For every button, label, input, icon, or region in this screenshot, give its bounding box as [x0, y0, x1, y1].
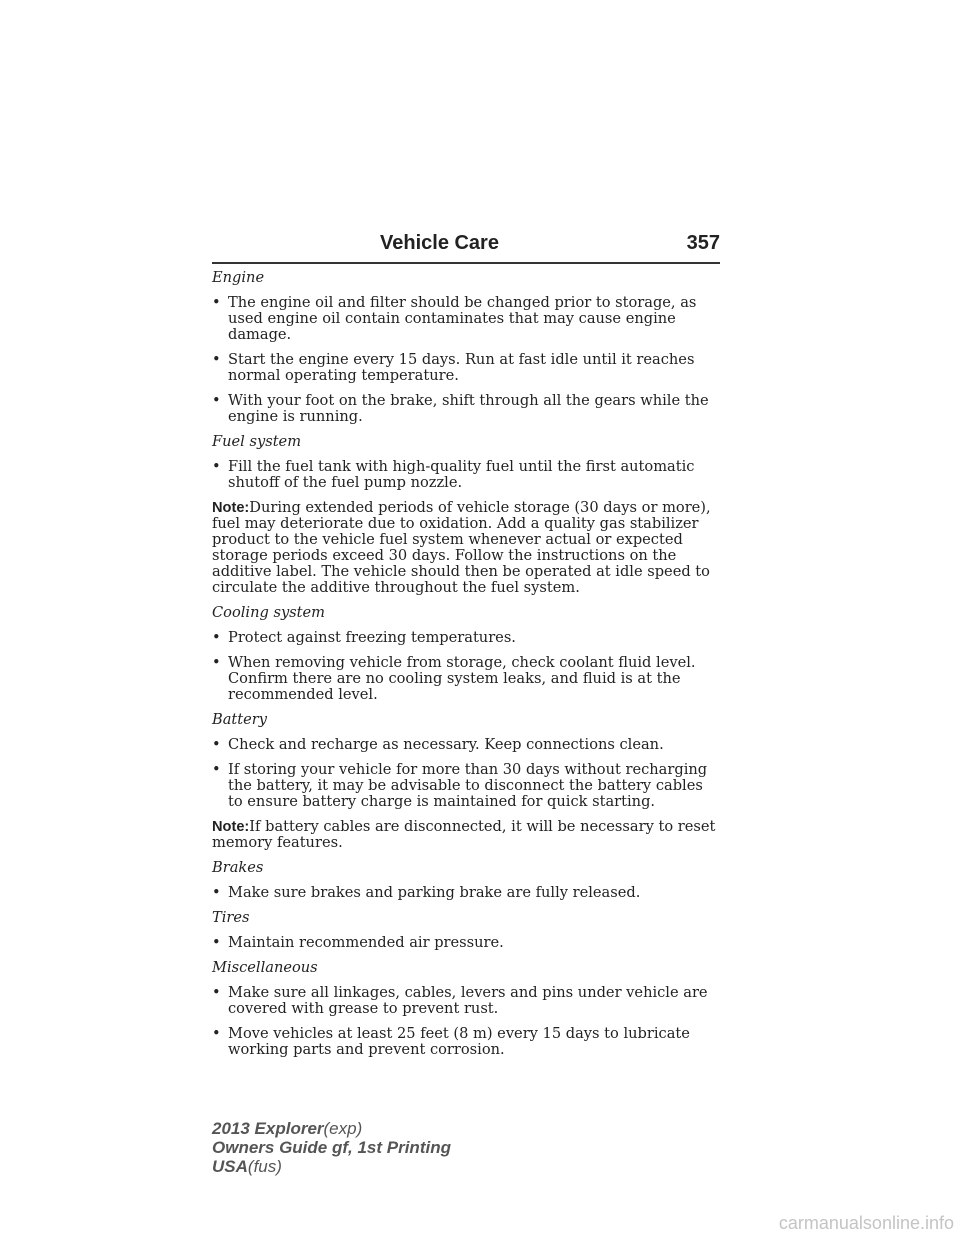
- list-item: • Fill the fuel tank with high-quality fuel until the first automatic shutoff of the fuel pump nozzle.: [212, 458, 695, 491]
- bullet-icon: •: [212, 294, 221, 311]
- brakes-heading: Brakes: [212, 859, 264, 876]
- page-number: 357: [686, 232, 720, 254]
- list-item: • Make sure all linkages, cables, levers and pins under vehicle are covered with grease to prevent rust.: [212, 984, 708, 1017]
- publication-footer: [212, 1119, 451, 1176]
- bullet-icon: •: [212, 736, 221, 753]
- cooling-heading: Cooling system: [212, 604, 326, 621]
- list-item: • If storing your vehicle for more than 30 days without recharging the battery, it may be advisable to disconnect the battery cables to ensure battery charge is maintained for quick starting.: [212, 761, 708, 810]
- note-text: If battery cables are disconnected, it will be necessary to reset memory features.: [212, 818, 716, 851]
- list-item: • Make sure brakes and parking brake are fully released.: [212, 884, 641, 901]
- list-item: • Move vehicles at least 25 feet (8 m) every 15 days to lubricate working parts and prevent corrosion.: [212, 1025, 690, 1058]
- list-item: • When removing vehicle from storage, check coolant fluid level. Confirm there are no cooling system leaks, and fluid is at the recommended level.: [212, 654, 696, 703]
- watermark: carmanualsonline.info: [778, 1213, 954, 1233]
- footer-line-model: 2013 Explorer(exp): [212, 1119, 363, 1138]
- bullet-icon: •: [212, 1025, 221, 1042]
- note-label: Note:: [212, 819, 250, 835]
- list-item: • The engine oil and filter should be changed prior to storage, as used engine oil contain contaminates that may cause engine damage.: [212, 294, 697, 343]
- footer-line-guide: Owners Guide gf, 1st Printing: [212, 1138, 451, 1157]
- bullet-icon: •: [212, 351, 221, 368]
- note-label: Note:: [212, 500, 250, 516]
- fuel-heading: Fuel system: [212, 433, 302, 450]
- bullet-icon: •: [212, 984, 221, 1001]
- bullet-icon: •: [212, 629, 221, 646]
- list-item: • Maintain recommended air pressure.: [212, 934, 504, 951]
- bullet-icon: •: [212, 884, 221, 901]
- note-text: During extended periods of vehicle storage (30 days or more), fuel may deteriorate due to oxidation. Add a quality gas stabilizer product to the vehicle fuel system whenever actual or expected storage periods exceed 30 days. Follow the instructions on the additive label. The vehicle should then be operated at idle speed to circulate the additive throughout the fuel system.: [212, 499, 711, 596]
- bullet-icon: •: [212, 934, 221, 951]
- page-content: [212, 270, 722, 1067]
- list-item: • Start the engine every 15 days. Run at fast idle until it reaches normal operating temperature.: [212, 351, 695, 384]
- battery-note: [212, 819, 722, 851]
- misc-heading: Miscellaneous: [212, 959, 318, 976]
- fuel-note: [212, 500, 722, 596]
- list-item: • Protect against freezing temperatures.: [212, 629, 516, 646]
- page-header: [212, 232, 720, 264]
- tires-heading: Tires: [212, 909, 250, 926]
- battery-heading: Battery: [212, 711, 268, 728]
- engine-heading: Engine: [212, 269, 265, 286]
- list-item: • Check and recharge as necessary. Keep connections clean.: [212, 736, 664, 753]
- section-title: Vehicle Care: [380, 232, 499, 254]
- bullet-icon: •: [212, 654, 221, 671]
- bullet-icon: •: [212, 761, 221, 778]
- footer-line-market: USA(fus): [212, 1157, 282, 1176]
- bullet-icon: •: [212, 392, 221, 409]
- list-item: • With your foot on the brake, shift through all the gears while the engine is running.: [212, 392, 709, 425]
- bullet-icon: •: [212, 458, 221, 475]
